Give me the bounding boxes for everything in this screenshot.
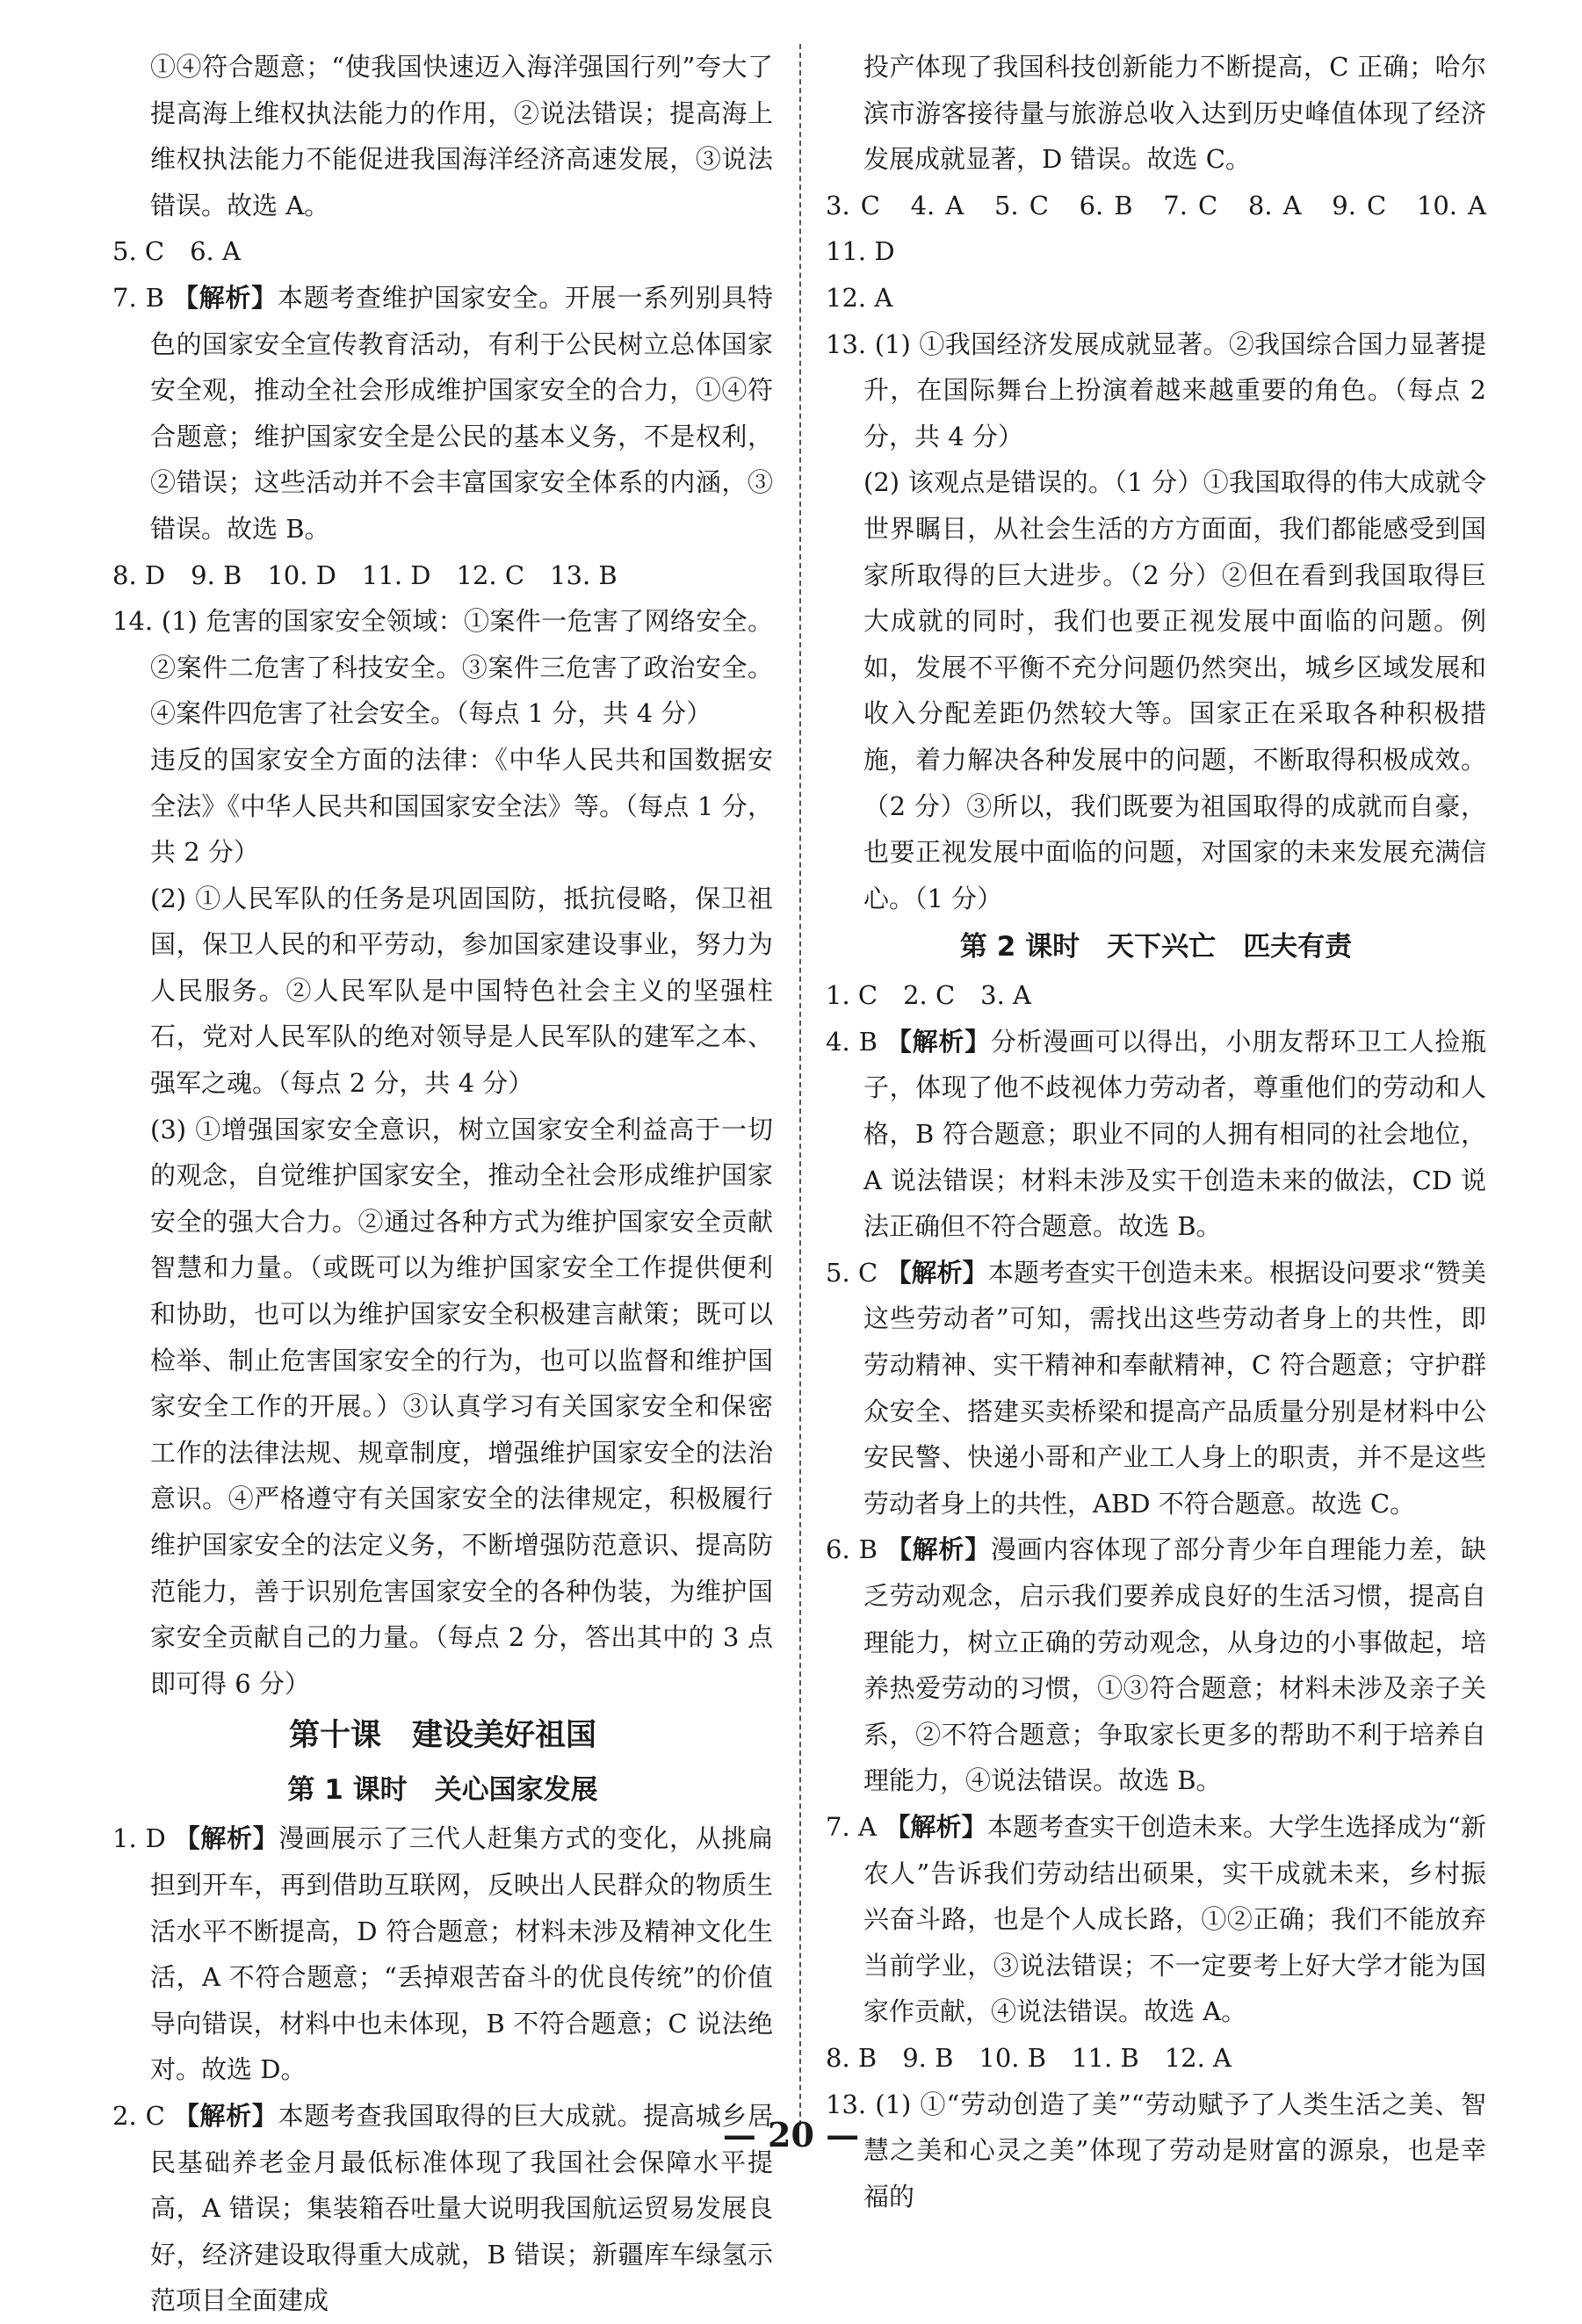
section2-q6-text: 漫画内容体现了部分青少年自理能力差，缺乏劳动观念，启示我们要养成良好的生活习惯，提高自理能力，树立正确的劳动观念，从身边的小事做起，培养热爱劳动的习惯，①③符合题意；材料未涉及亲子关系，②不符合题意；争取家长更多的帮助不利于培养自理能力，④说法错误。故选 B。	[863, 1534, 1486, 1796]
section2-q7-number: 7. A	[826, 1811, 877, 1842]
section1-answer-q1	[112, 1815, 773, 2093]
lesson-title: 第十课 建设美好祖国	[288, 1718, 596, 1754]
answers-5-6: 5. C 6. A	[112, 236, 241, 267]
answers-3-11: 3. C 4. A 5. C 6. B 7. C 8. A 9. C 10. A 11. D	[826, 190, 1513, 267]
answer-q13-part1: 13. (1) ①我国经济发展成就显著。②我国综合国力显著提升，在国际舞台上扮演着越来越重要的角色。（每点 2 分，共 4 分）	[826, 328, 1486, 451]
page-number: — 20 —	[722, 2115, 860, 2154]
section-title-1: 第 1 课时 关心国家发展	[287, 1774, 598, 1807]
analysis-tag: 【解析】	[173, 2100, 278, 2131]
answer-q13-part2: (2) 该观点是错误的。（1 分）①我国取得的伟大成就令世界瞩目，从社会生活的方方面面，我们都能感受到国家所取得的巨大进步。（2 分）②但在看到我国取得巨大成就的同时，我们也要正视发展中面临的问题。例如，发展不平衡不充分问题仍然突出，城乡区域发展和收入分配差距仍然较大等。国家正在采取各种积极措施，着力解决各种发展中的问题，不断取得积极成效。（2 分）③所以，我们既要为祖国取得的成就而自豪，也要正视发展中面临的问题，对国家的未来发展充满信心。（1 分）	[863, 467, 1486, 913]
section2-q5-text: 本题考查实干创造未来。根据设问要求“赞美这些劳动者”可知，需找出这些劳动者身上的共性，即劳动精神、实干精神和奉献精神，C 符合题意；守护群众安全、搭建买卖桥梁和提高产品质量分别是材料中公安民警、快递小哥和产业工人身上的职责，并不是这些劳动者身上的共性，ABD 不符合题意。故选 C。	[863, 1257, 1487, 1519]
section1-q2-number: 2. C	[112, 2100, 165, 2131]
analysis-tag: 【解析】	[885, 1534, 991, 1565]
answer-q14-part2: (2) ①人民军队的任务是巩固国防，抵抗侵略，保卫祖国，保卫人民的和平劳动，参加国家建设事业，努力为人民服务。②人民军队是中国特色社会主义的坚强柱石，党对人民军队的绝对领导是人民军队的建军之本、强军之魂。（每点 2 分，共 4 分）	[150, 883, 773, 1099]
section2-q6-number: 6. B	[826, 1534, 878, 1565]
answer-q7-number: 7. B	[112, 282, 164, 313]
section2-q7-text: 本题考查实干创造未来。大学生选择成为“新农人”告诉我们劳动结出硕果，实干成就未来，乡村振兴奋斗路，也是个人成长路，①②正确；我们不能放弃当前学业，③说法错误；不一定要考上好大学才能为国家作贡献，④说法错误。故选 A。	[863, 1811, 1486, 2027]
right-column	[826, 44, 1513, 2219]
section2-answer-q4	[826, 1019, 1486, 1250]
section2-answer-q5	[826, 1250, 1486, 1527]
answer-q14-part1: 14. (1) 危害的国家安全领域：①案件一危害了网络安全。②案件二危害了科技安全。③案件三危害了政治安全。④案件四危害了社会安全。（每点 1 分，共 4 分）	[112, 606, 773, 729]
section2-q5-number: 5. C	[826, 1257, 878, 1288]
analysis-tag: 【解析】	[885, 1257, 988, 1288]
section2-q4-number: 4. B	[826, 1026, 878, 1057]
answers-1-3: 1. C 2. C 3. A	[826, 980, 1031, 1011]
analysis-tag: 【解析】	[174, 1823, 279, 1854]
paragraph-q2-continued: 投产体现了我国科技创新能力不断提高，C 正确；哈尔滨市游客接待量与旅游总收入达到历史峰值体现了经济发展成就显著，D 错误。故选 C。	[863, 52, 1486, 175]
analysis-tag: 【解析】	[172, 282, 278, 313]
column-divider	[799, 44, 801, 2126]
answer-12: 12. A	[826, 282, 893, 313]
left-column	[112, 44, 773, 2324]
section1-q1-number: 1. D	[112, 1823, 166, 1854]
answer-q7	[112, 275, 773, 552]
analysis-tag: 【解析】	[885, 1026, 991, 1057]
section-title-2: 第 2 课时 天下兴亡 匹夫有责	[959, 931, 1353, 964]
paragraph-q4-continued: ①④符合题意；“使我国快速迈入海洋强国行列”夸大了提高海上维权执法能力的作用，②说法错误；提高海上维权执法能力不能促进我国海洋经济高速发展，③说法错误。故选 A。	[150, 52, 773, 220]
section2-answer-q13: 13. (1) ①“劳动创造了美”“劳动赋予了人类生活之美、智慧之美和心灵之美”体现了劳动是财富的源泉，也是幸福的	[826, 2089, 1486, 2212]
section2-answer-q7	[826, 1804, 1486, 2035]
answer-q14-part1-laws: 违反的国家安全方面的法律：《中华人民共和国数据安全法》《中华人民共和国国家安全法》等。（每点 1 分，共 2 分）	[150, 744, 773, 868]
section2-answer-q6	[826, 1526, 1486, 1804]
answer-q14-part3: (3) ①增强国家安全意识，树立国家安全利益高于一切的观念，自觉维护国家安全，推动全社会形成维护国家安全的强大合力。②通过各种方式为维护国家安全贡献智慧和力量。（或既可以为维护国家安全工作提供便利和协助，也可以为维护国家安全积极建言献策；既可以检举、制止危害国家安全的行为，也可以监督和维护国家安全工作的开展。）③认真学习有关国家安全和保密工作的法律法规、规章制度，增强维护国家安全的法治意识。④严格遵守有关国家安全的法律规定，积极履行维护国家安全的法定义务，不断增强防范意识、提高防范能力，善于识别危害国家安全的各种伪装，为维护国家安全贡献自己的力量。（每点 2 分，答出其中的 3 点即可得 6 分）	[150, 1114, 773, 1699]
answers-8-13: 8. D 9. B 10. D 11. D 12. C 13. B	[112, 559, 618, 590]
section1-q2-text: 本题考查我国取得的巨大成就。提高城乡居民基础养老金月最低标准体现了我国社会保障水平提高，A 错误；集装箱吞吐量大说明我国航运贸易发展良好，经济建设取得重大成就，B 错误；新疆库车绿氢示范项目全面建成	[150, 2100, 773, 2316]
section1-q1-text: 漫画展示了三代人赶集方式的变化，从挑扁担到开车，再到借助互联网，反映出人民群众的物质生活水平不断提高，D 符合题意；材料未涉及精神文化生活，A 不符合题意；“丢掉艰苦奋斗的优良传统”的价值导向错误，材料中也未体现，B 不符合题意；C 说法绝对。故选 D。	[150, 1823, 774, 2085]
analysis-tag: 【解析】	[885, 1811, 987, 1842]
section2-q4-text: 分析漫画可以得出，小朋友帮环卫工人捡瓶子，体现了他不歧视体力劳动者，尊重他们的劳动和人格，B 符合题意；职业不同的人拥有相同的社会地位，A 说法错误；材料未涉及实干创造未来的做法，CD 说法正确但不符合题意。故选 B。	[863, 1026, 1486, 1242]
answers-8-12: 8. B 9. B 10. B 11. B 12. A	[826, 2042, 1232, 2073]
answer-q7-text: 本题考查维护国家安全。开展一系列别具特色的国家安全宣传教育活动，有利于公民树立总体国家安全观，推动全社会形成维护国家安全的合力，①④符合题意；维护国家安全是公民的基本义务，不是权利，②错误；这些活动并不会丰富国家安全体系的内涵，③错误。故选 B。	[150, 282, 773, 544]
